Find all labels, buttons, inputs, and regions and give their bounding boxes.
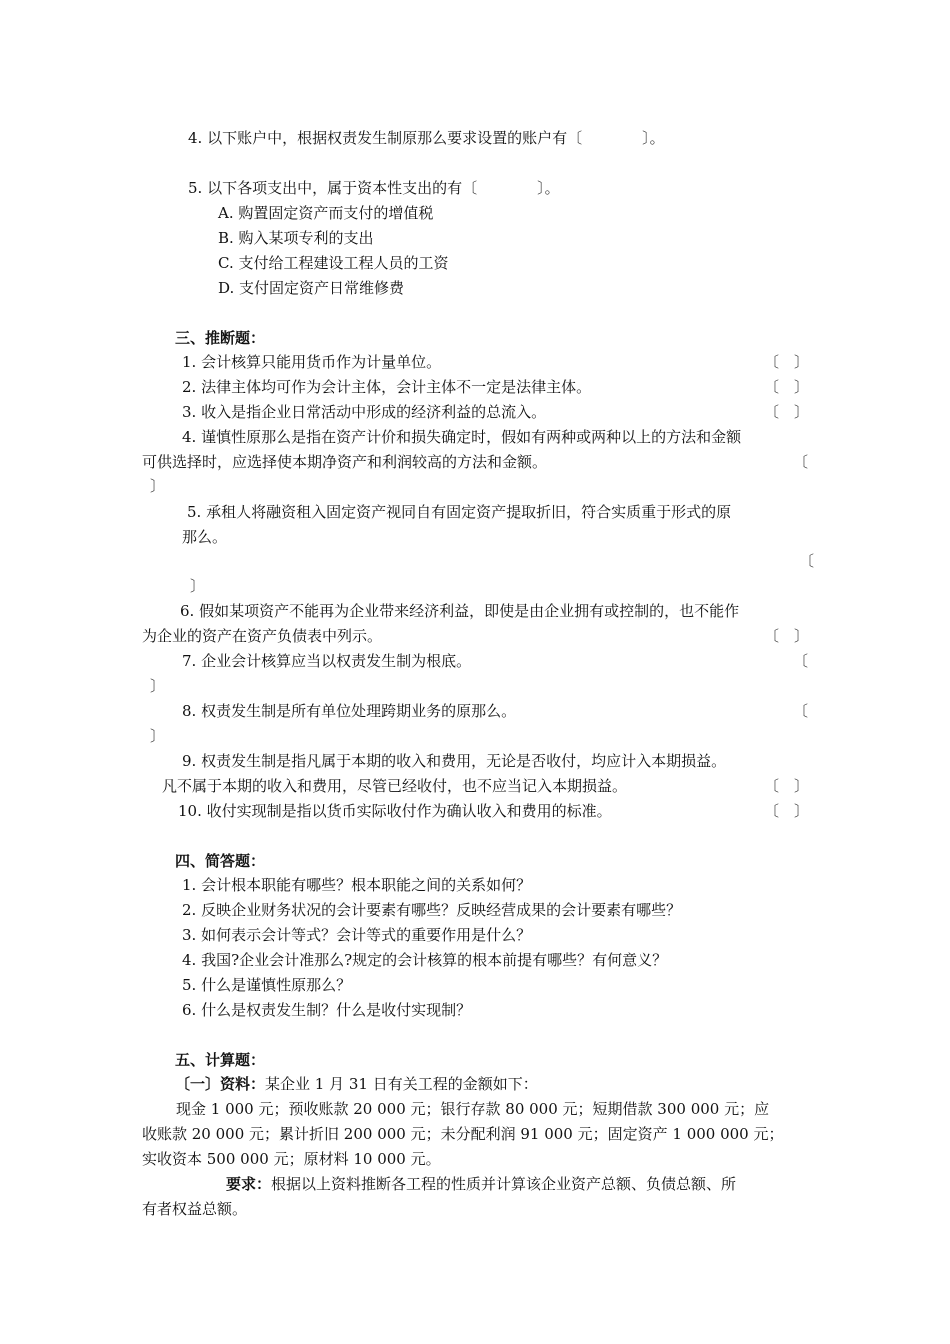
judge-answer-box-6: 〔 〕 — [764, 627, 810, 645]
requirement-label: 要求： — [226, 1175, 272, 1193]
judge-item-6-line1: 6. 假如某项资产不能再为企业带来经济利益，即使是由企业拥有或控制的，也不能作 — [180, 602, 740, 620]
judge-item-5-line1: 5. 承租人将融资租入固定资产视同自有固定资产提取折旧，符合实质重于形式的原 — [187, 503, 732, 521]
short-answer-heading: 四、简答题： — [175, 852, 266, 870]
material-line-2: 收账款 20 000 元；累计折旧 200 000 元；未分配利润 91 000 元；固定资产 1 000 000 元； — [142, 1125, 784, 1143]
judge-answer-open-7: 〔 — [793, 652, 809, 670]
judge-answer-box-2: 〔 〕 — [764, 378, 810, 396]
material-line-3: 实收资本 500 000 元；原材料 10 000 元。 — [142, 1150, 441, 1168]
judge-item-7: 7. 企业会计核算应当以权责发生制为根底。 — [182, 652, 472, 670]
judge-item-6-line2: 为企业的资产在资产负债表中列示。 — [142, 627, 383, 645]
judge-item-10: 10. 收付实现制是指以货币实际收付作为确认收入和费用的标准。 — [178, 802, 612, 820]
judge-item-8: 8. 权责发生制是所有单位处理跨期业务的原那么。 — [182, 702, 517, 720]
judge-item-4-line2: 可供选择时，应选择使本期净资产和利润较高的方法和金额。 — [142, 453, 548, 471]
material-intro: 某企业 1 月 31 日有关工程的金额如下： — [265, 1075, 538, 1093]
requirement-text: 根据以上资料推断各工程的性质并计算该企业资产总额、负债总额、所 — [271, 1175, 737, 1193]
question-5-option-b: B. 购入某项专利的支出 — [218, 229, 374, 247]
short-answer-item-6: 6. 什么是权责发生制？什么是收付实现制？ — [182, 1001, 472, 1019]
material-label: 〔一〕资料： — [175, 1075, 266, 1093]
question-5-option-d: D. 支付固定资产日常维修费 — [218, 279, 405, 297]
judge-answer-open-8: 〔 — [793, 702, 809, 720]
judge-answer-close-7: 〕 — [150, 677, 166, 695]
judge-item-4-line1: 4. 谨慎性原那么是指在资产计价和损失确定时，假如有两种或两种以上的方法和金额 — [182, 428, 742, 446]
judge-answer-box-1: 〔 〕 — [764, 353, 810, 371]
judge-answer-box-9: 〔 〕 — [764, 777, 810, 795]
short-answer-item-3: 3. 如何表示会计等式？会计等式的重要作用是什么？ — [182, 926, 532, 944]
judge-item-5-line2: 那么。 — [182, 528, 228, 546]
requirement-line-2: 有者权益总额。 — [142, 1200, 248, 1218]
judge-heading: 三、推断题： — [175, 329, 266, 347]
short-answer-item-4: 4. 我国?企业会计准那么?规定的会计核算的根本前提有哪些？有何意义？ — [182, 951, 668, 969]
short-answer-item-1: 1. 会计根本职能有哪些？根本职能之间的关系如何？ — [182, 876, 532, 894]
calculation-heading: 五、计算题： — [175, 1051, 266, 1069]
judge-item-9-line1: 9. 权责发生制是指凡属于本期的收入和费用，无论是否收付，均应计入本期损益。 — [182, 752, 727, 770]
requirement-paragraph — [226, 1174, 736, 1194]
judge-answer-box-10: 〔 〕 — [764, 802, 810, 820]
judge-answer-box-3: 〔 〕 — [764, 403, 810, 421]
material-line-1: 现金 1 000 元；预收账款 20 000 元；银行存款 80 000 元；短期借款 300 000 元；应 — [176, 1100, 770, 1118]
judge-answer-open-4: 〔 — [793, 453, 809, 471]
judge-answer-close-4: 〕 — [150, 477, 166, 495]
short-answer-item-5: 5. 什么是谨慎性原那么？ — [182, 976, 352, 994]
judge-item-3: 3. 收入是指企业日常活动中形成的经济利益的总流入。 — [182, 403, 547, 421]
material-paragraph — [175, 1074, 538, 1094]
judge-item-9-line2: 凡不属于本期的收入和费用，尽管已经收付，也不应当记入本期损益。 — [162, 777, 628, 795]
question-5-stem: 5. 以下各项支出中，属于资本性支出的有〔 〕。 — [188, 179, 560, 197]
judge-answer-open-5: 〔 — [799, 552, 815, 570]
short-answer-item-2: 2. 反映企业财务状况的会计要素有哪些？反映经营成果的会计要素有哪些？ — [182, 901, 682, 919]
judge-item-2: 2. 法律主体均可作为会计主体，会计主体不一定是法律主体。 — [182, 378, 592, 396]
judge-item-1: 1. 会计核算只能用货币作为计量单位。 — [182, 353, 442, 371]
question-5-option-a: A. 购置固定资产而支付的增值税 — [218, 204, 434, 222]
question-4: 4. 以下账户中，根据权责发生制原那么要求设置的账户有〔 〕。 — [188, 129, 665, 147]
question-5-option-c: C. 支付给工程建设工程人员的工资 — [218, 254, 449, 272]
judge-answer-close-5: 〕 — [190, 577, 206, 595]
judge-answer-close-8: 〕 — [150, 727, 166, 745]
